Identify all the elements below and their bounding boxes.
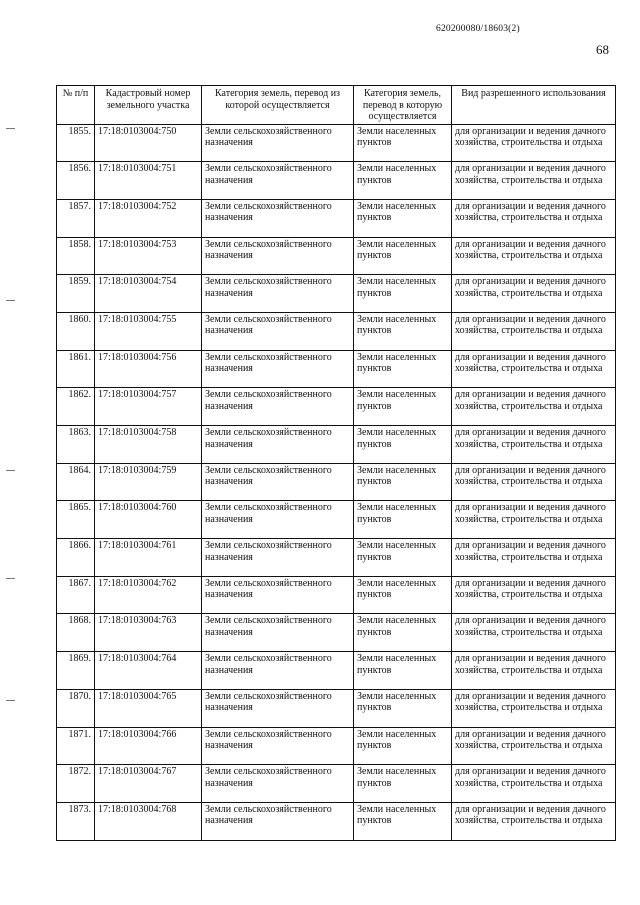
cadastral-number: 17:18:0103004:755 bbox=[95, 312, 202, 350]
cadastral-number: 17:18:0103004:752 bbox=[95, 199, 202, 237]
land-transfer-table bbox=[56, 85, 616, 841]
cadastral-number: 17:18:0103004:751 bbox=[95, 162, 202, 200]
row-number: 1863. bbox=[57, 426, 95, 464]
to-category: Земли населенных пунктов bbox=[354, 501, 452, 539]
from-category: Земли сельскохозяйственного назначения bbox=[202, 162, 354, 200]
cadastral-number: 17:18:0103004:754 bbox=[95, 275, 202, 313]
row-number: 1867. bbox=[57, 576, 95, 614]
to-category: Земли населенных пунктов bbox=[354, 727, 452, 765]
table-row bbox=[57, 162, 616, 200]
row-number: 1857. bbox=[57, 199, 95, 237]
row-number: 1866. bbox=[57, 539, 95, 577]
permitted-use: для организации и ведения дачного хозяйства, строительства и отдыха bbox=[452, 463, 616, 501]
to-category: Земли населенных пунктов bbox=[354, 576, 452, 614]
to-category: Земли населенных пунктов bbox=[354, 614, 452, 652]
page-number: 68 bbox=[596, 42, 609, 57]
table-row bbox=[57, 426, 616, 464]
margin-mark bbox=[6, 470, 15, 471]
table-row bbox=[57, 802, 616, 840]
cadastral-number: 17:18:0103004:753 bbox=[95, 237, 202, 275]
table-row bbox=[57, 501, 616, 539]
to-category: Земли населенных пунктов bbox=[354, 162, 452, 200]
from-category: Земли сельскохозяйственного назначения bbox=[202, 765, 354, 803]
row-number: 1873. bbox=[57, 802, 95, 840]
cadastral-number: 17:18:0103004:759 bbox=[95, 463, 202, 501]
table-row bbox=[57, 124, 616, 162]
to-category: Земли населенных пунктов bbox=[354, 689, 452, 727]
from-category: Земли сельскохозяйственного назначения bbox=[202, 199, 354, 237]
table-row bbox=[57, 388, 616, 426]
from-category: Земли сельскохозяйственного назначения bbox=[202, 124, 354, 162]
cadastral-number: 17:18:0103004:764 bbox=[95, 652, 202, 690]
to-category: Земли населенных пунктов bbox=[354, 275, 452, 313]
permitted-use: для организации и ведения дачного хозяйства, строительства и отдыха bbox=[452, 802, 616, 840]
cadastral-number: 17:18:0103004:766 bbox=[95, 727, 202, 765]
permitted-use: для организации и ведения дачного хозяйства, строительства и отдыха bbox=[452, 426, 616, 464]
row-number: 1865. bbox=[57, 501, 95, 539]
table-row bbox=[57, 576, 616, 614]
margin-mark bbox=[6, 700, 15, 701]
table-row bbox=[57, 765, 616, 803]
table-row bbox=[57, 350, 616, 388]
permitted-use: для организации и ведения дачного хозяйства, строительства и отдыха bbox=[452, 199, 616, 237]
cadastral-number: 17:18:0103004:768 bbox=[95, 802, 202, 840]
permitted-use: для организации и ведения дачного хозяйства, строительства и отдыха bbox=[452, 652, 616, 690]
to-category: Земли населенных пунктов bbox=[354, 802, 452, 840]
row-number: 1870. bbox=[57, 689, 95, 727]
from-category: Земли сельскохозяйственного назначения bbox=[202, 426, 354, 464]
row-number: 1856. bbox=[57, 162, 95, 200]
table-row bbox=[57, 614, 616, 652]
to-category: Земли населенных пунктов bbox=[354, 463, 452, 501]
permitted-use: для организации и ведения дачного хозяйства, строительства и отдыха bbox=[452, 727, 616, 765]
table-row bbox=[57, 539, 616, 577]
permitted-use: для организации и ведения дачного хозяйства, строительства и отдыха bbox=[452, 576, 616, 614]
column-header-to-category: Категория земель, перевод в которую осуществляется bbox=[354, 86, 452, 125]
to-category: Земли населенных пунктов bbox=[354, 199, 452, 237]
from-category: Земли сельскохозяйственного назначения bbox=[202, 614, 354, 652]
row-number: 1858. bbox=[57, 237, 95, 275]
to-category: Земли населенных пунктов bbox=[354, 124, 452, 162]
to-category: Земли населенных пунктов bbox=[354, 426, 452, 464]
row-number: 1862. bbox=[57, 388, 95, 426]
from-category: Земли сельскохозяйственного назначения bbox=[202, 312, 354, 350]
table-row bbox=[57, 275, 616, 313]
row-number: 1869. bbox=[57, 652, 95, 690]
cadastral-number: 17:18:0103004:762 bbox=[95, 576, 202, 614]
from-category: Земли сельскохозяйственного назначения bbox=[202, 350, 354, 388]
cadastral-number: 17:18:0103004:761 bbox=[95, 539, 202, 577]
from-category: Земли сельскохозяйственного назначения bbox=[202, 275, 354, 313]
document-number: 620200080/18603(2) bbox=[436, 24, 520, 34]
to-category: Земли населенных пунктов bbox=[354, 539, 452, 577]
table-body bbox=[57, 124, 616, 840]
cadastral-number: 17:18:0103004:757 bbox=[95, 388, 202, 426]
permitted-use: для организации и ведения дачного хозяйства, строительства и отдыха bbox=[452, 124, 616, 162]
table-row bbox=[57, 463, 616, 501]
to-category: Земли населенных пунктов bbox=[354, 312, 452, 350]
permitted-use: для организации и ведения дачного хозяйства, строительства и отдыха bbox=[452, 501, 616, 539]
column-header-number: № п/п bbox=[57, 86, 95, 125]
table-row bbox=[57, 727, 616, 765]
permitted-use: для организации и ведения дачного хозяйства, строительства и отдыха bbox=[452, 539, 616, 577]
row-number: 1868. bbox=[57, 614, 95, 652]
margin-mark bbox=[6, 578, 15, 579]
row-number: 1864. bbox=[57, 463, 95, 501]
from-category: Земли сельскохозяйственного назначения bbox=[202, 576, 354, 614]
row-number: 1871. bbox=[57, 727, 95, 765]
from-category: Земли сельскохозяйственного назначения bbox=[202, 689, 354, 727]
from-category: Земли сельскохозяйственного назначения bbox=[202, 727, 354, 765]
cadastral-number: 17:18:0103004:765 bbox=[95, 689, 202, 727]
column-header-permitted-use: Вид разрешенного использования bbox=[452, 86, 616, 125]
from-category: Земли сельскохозяйственного назначения bbox=[202, 539, 354, 577]
permitted-use: для организации и ведения дачного хозяйства, строительства и отдыха bbox=[452, 162, 616, 200]
permitted-use: для организации и ведения дачного хозяйства, строительства и отдыха bbox=[452, 275, 616, 313]
column-header-from-category: Категория земель, перевод из которой осуществляется bbox=[202, 86, 354, 125]
table-row bbox=[57, 652, 616, 690]
row-number: 1855. bbox=[57, 124, 95, 162]
from-category: Земли сельскохозяйственного назначения bbox=[202, 463, 354, 501]
permitted-use: для организации и ведения дачного хозяйства, строительства и отдыха bbox=[452, 237, 616, 275]
to-category: Земли населенных пунктов bbox=[354, 237, 452, 275]
cadastral-number: 17:18:0103004:767 bbox=[95, 765, 202, 803]
to-category: Земли населенных пунктов bbox=[354, 765, 452, 803]
from-category: Земли сельскохозяйственного назначения bbox=[202, 501, 354, 539]
cadastral-number: 17:18:0103004:750 bbox=[95, 124, 202, 162]
cadastral-number: 17:18:0103004:756 bbox=[95, 350, 202, 388]
to-category: Земли населенных пунктов bbox=[354, 350, 452, 388]
row-number: 1860. bbox=[57, 312, 95, 350]
permitted-use: для организации и ведения дачного хозяйства, строительства и отдыха bbox=[452, 312, 616, 350]
from-category: Земли сельскохозяйственного назначения bbox=[202, 388, 354, 426]
from-category: Земли сельскохозяйственного назначения bbox=[202, 237, 354, 275]
permitted-use: для организации и ведения дачного хозяйства, строительства и отдыха bbox=[452, 350, 616, 388]
column-header-cadastral: Кадастровый номер земельного участка bbox=[95, 86, 202, 125]
permitted-use: для организации и ведения дачного хозяйства, строительства и отдыха bbox=[452, 689, 616, 727]
cadastral-number: 17:18:0103004:760 bbox=[95, 501, 202, 539]
to-category: Земли населенных пунктов bbox=[354, 388, 452, 426]
to-category: Земли населенных пунктов bbox=[354, 652, 452, 690]
margin-mark bbox=[6, 300, 15, 301]
cadastral-number: 17:18:0103004:758 bbox=[95, 426, 202, 464]
permitted-use: для организации и ведения дачного хозяйства, строительства и отдыха bbox=[452, 765, 616, 803]
from-category: Земли сельскохозяйственного назначения bbox=[202, 802, 354, 840]
row-number: 1872. bbox=[57, 765, 95, 803]
from-category: Земли сельскохозяйственного назначения bbox=[202, 652, 354, 690]
row-number: 1859. bbox=[57, 275, 95, 313]
permitted-use: для организации и ведения дачного хозяйства, строительства и отдыха bbox=[452, 388, 616, 426]
table-row bbox=[57, 237, 616, 275]
header-row bbox=[57, 86, 616, 125]
table-row bbox=[57, 689, 616, 727]
margin-mark bbox=[6, 128, 15, 129]
table-row bbox=[57, 199, 616, 237]
permitted-use: для организации и ведения дачного хозяйства, строительства и отдыха bbox=[452, 614, 616, 652]
row-number: 1861. bbox=[57, 350, 95, 388]
table-header bbox=[57, 86, 616, 125]
table-row bbox=[57, 312, 616, 350]
cadastral-number: 17:18:0103004:763 bbox=[95, 614, 202, 652]
